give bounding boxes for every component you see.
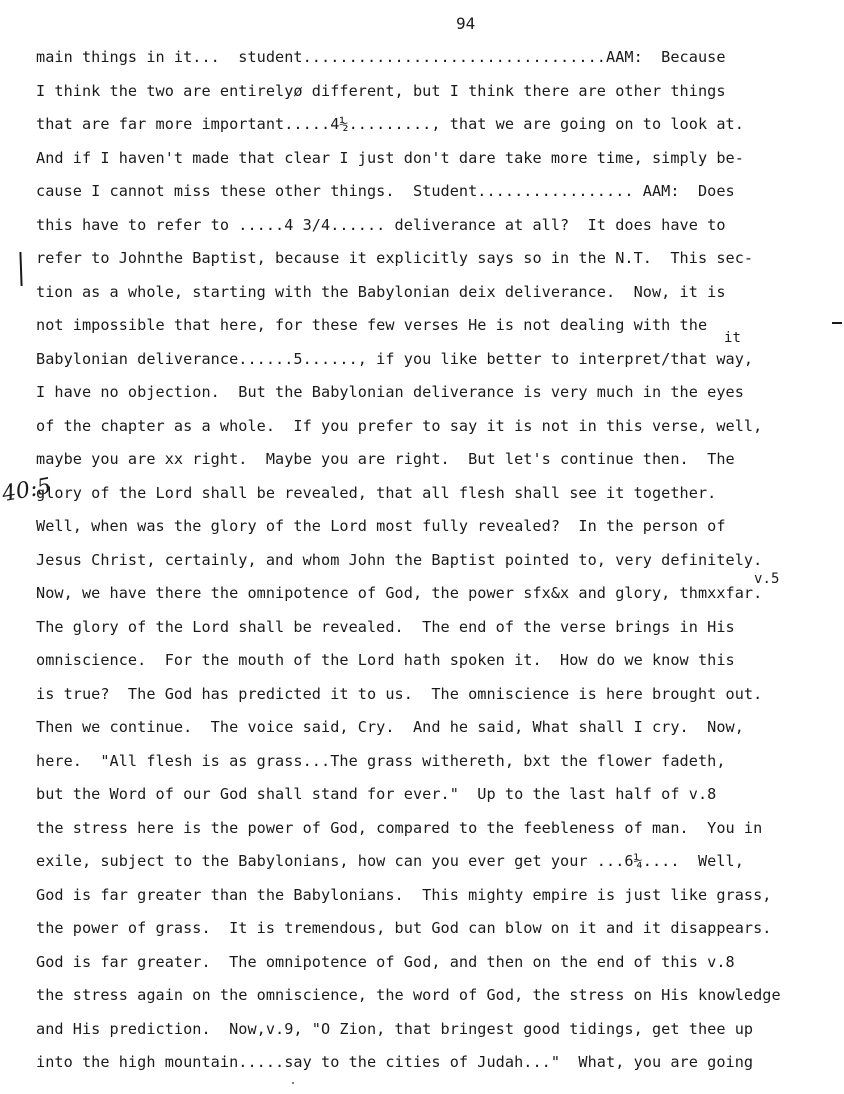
text-line: The glory of the Lord shall be revealed. The end of the verse brings in His: [36, 617, 735, 636]
interlinear-it: it: [724, 330, 741, 346]
text-line: but the Word of our God shall stand for ever." Up to the last half of v.8: [36, 785, 717, 803]
text-line: Well, when was the glory of the Lord most fully revealed? In the person of: [36, 517, 726, 535]
text-line: Now, we have there the omnipotence of God, the power sfx&x and glory, thmxxfar.: [36, 584, 763, 602]
text-line: Then we continue. The voice said, Cry. And he said, What shall I cry. Now,: [36, 718, 744, 736]
text-line: the stress again on the omniscience, the word of God, the stress on His knowledge: [36, 986, 781, 1004]
text-line: God is far greater than the Babylonians. This mighty empire is just like grass,: [36, 885, 772, 904]
text-line: main things in it... student.................................AAM: Because: [36, 48, 726, 66]
text-line: cause I cannot miss these other things. Student................. AAM: Does: [36, 182, 735, 200]
paper-speck: [292, 1082, 294, 1084]
text-line: Babylonian deliverance......5......, if you like better to interpret/that way,: [36, 349, 754, 368]
text-line: refer to Johnthe Baptist, because it explicitly says so in the N.T. This sec-: [36, 249, 754, 267]
text-line: the power of grass. It is tremendous, but God can blow on it and it disappears.: [36, 919, 772, 937]
interlinear-v5: v.5: [754, 570, 780, 587]
text-line: tion as a whole, starting with the Babylonian deix deliverance. Now, it is: [36, 282, 726, 301]
text-line: glory of the Lord shall be revealed, that all flesh shall see it together.: [36, 483, 717, 502]
text-line: God is far greater. The omnipotence of God, and then on the end of this v.8: [36, 952, 735, 971]
text-line: the stress here is the power of God, compared to the feebleness of man. You in: [36, 818, 763, 837]
text-line: I have no objection. But the Babylonian deliverance is very much in the eyes: [36, 383, 744, 401]
text-line: not impossible that here, for these few verses He is not dealing with the it: [36, 316, 741, 346]
text-line: maybe you are xx right. Maybe you are right. But let's continue then. The: [36, 450, 735, 468]
text-line: here. "All flesh is as grass...The grass withereth, bxt the flower fadeth,: [36, 751, 726, 770]
text-line: exile, subject to the Babylonians, how can you ever get your ...6¼.... Well,: [36, 852, 744, 870]
text-line: omniscience. For the mouth of the Lord hath spoken it. How do we know this: [36, 651, 735, 669]
text-line: Jesus Christ, certainly, and whom John the Baptist pointed to, very definitely. v.5: [36, 550, 780, 587]
text-line: that are far more important.....4½........., that we are going on to look at.: [36, 115, 744, 133]
margin-bar-mark: [19, 252, 22, 286]
text-line: and His prediction. Now,v.9, "O Zion, that bringest good tidings, get thee up: [36, 1019, 754, 1038]
text-line: I think the two are entirelyø different, but I think there are other things: [36, 81, 726, 100]
text-line: of the chapter as a whole. If you prefer to say it is not in this verse, well,: [36, 416, 763, 435]
text-line: And if I haven't made that clear I just don't dare take more time, simply be-: [36, 148, 744, 167]
transcript-body: [36, 48, 842, 1087]
text-line: this have to refer to .....4 3/4...... deliverance at all? It does have to: [36, 215, 726, 234]
text-line: into the high mountain.....say to the cities of Judah..." What, you are going: [36, 1053, 754, 1071]
text-line: is true? The God has predicted it to us. The omniscience is here brought out.: [36, 684, 763, 703]
page-number: 94: [456, 14, 476, 33]
margin-note: 40:5: [0, 473, 54, 508]
